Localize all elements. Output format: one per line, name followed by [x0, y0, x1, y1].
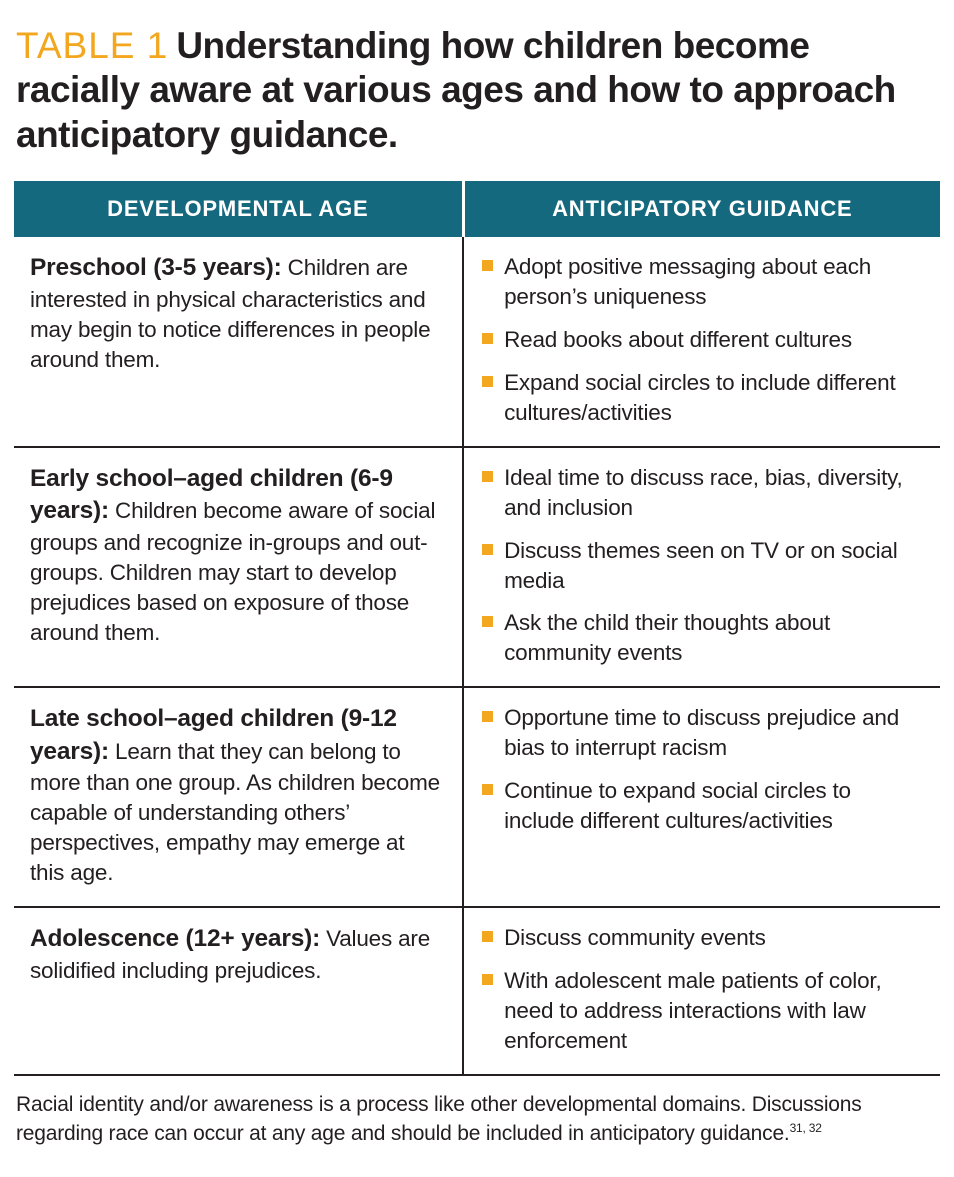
column-header-developmental-age: DEVELOPMENTAL AGE [14, 181, 463, 237]
bullet-square-icon [482, 784, 493, 795]
age-heading: Late school–aged children (9-12 years): [30, 705, 397, 765]
guidance-cell-early-school [463, 447, 940, 688]
guidance-text: Adopt positive messaging about each person’s uniqueness [504, 254, 872, 310]
guidance-item [480, 463, 922, 523]
bullet-square-icon [482, 711, 493, 722]
guidance-text: Ideal time to discuss race, bias, diversity, and inclusion [504, 464, 903, 520]
guidance-text: Expand social circles to include different cultures/activities [504, 369, 896, 425]
table-row-adolescence [14, 907, 940, 1075]
guidance-item [480, 608, 922, 668]
guidance-cell-late-school [463, 687, 940, 907]
guidance-item [480, 536, 922, 596]
bullet-square-icon [482, 974, 493, 985]
footnote-citation: 31, 32 [789, 1121, 822, 1136]
table-footnote [16, 1090, 938, 1149]
guidance-item [480, 923, 922, 953]
age-cell-adolescence [14, 907, 463, 1075]
age-description: Learn that they can belong to more than one group. As children become capable of understanding others’ perspectives, empathy may emerge at this age. [30, 738, 440, 886]
bullet-square-icon [482, 544, 493, 555]
guidance-cell-adolescence [463, 907, 940, 1075]
bullet-square-icon [482, 931, 493, 942]
guidance-text: Discuss community events [504, 925, 766, 951]
age-cell-early-school [14, 447, 463, 688]
age-heading: Early school–aged children (6-9 years): [30, 464, 393, 525]
guidance-text: Continue to expand social circles to include different cultures/activities [504, 778, 851, 834]
bullet-square-icon [482, 376, 493, 387]
table-row-preschool [14, 237, 940, 447]
column-header-anticipatory-guidance: ANTICIPATORY GUIDANCE [463, 181, 940, 237]
age-description: Children become aware of social groups and recognize in-groups and out-groups. Children may start to develop prejudices based on exposure of those around them. [30, 498, 436, 645]
age-description: Values are solidified including prejudices. [30, 926, 431, 983]
guidance-item [480, 252, 922, 312]
bullet-square-icon [482, 616, 493, 627]
guidance-text: Opportune time to discuss prejudice and bias to interrupt racism [504, 705, 900, 761]
age-heading: Preschool (3-5 years): [30, 254, 282, 282]
age-cell-late-school [14, 687, 463, 907]
age-cell-preschool [14, 237, 463, 447]
table-row-late-school [14, 687, 940, 907]
table-row-early-school [14, 447, 940, 688]
guidance-text: With adolescent male patients of color, need to address interactions with law enforcement [504, 968, 882, 1053]
table-number-label: TABLE 1 [16, 25, 169, 66]
footnote-text: Racial identity and/or awareness is a process like other developmental domains. Discussions regarding race can occur at any age and should be included in anticipatory guidance. [16, 1092, 862, 1146]
guidance-text: Discuss themes seen on TV or on social media [504, 537, 898, 593]
bullet-square-icon [482, 333, 493, 344]
figure-title [16, 24, 936, 157]
guidance-item [480, 776, 922, 836]
developmental-guidance-table [14, 181, 940, 1076]
figure-title-text: Understanding how children become racially aware at various ages and how to approach anticipatory guidance. [16, 25, 896, 155]
bullet-square-icon [482, 471, 493, 482]
table-header-row [14, 181, 940, 237]
guidance-item [480, 325, 922, 355]
guidance-text: Ask the child their thoughts about community events [504, 610, 831, 666]
guidance-item [480, 703, 922, 763]
guidance-text: Read books about different cultures [504, 327, 852, 353]
age-heading: Adolescence (12+ years): [30, 925, 321, 953]
bullet-square-icon [482, 260, 493, 271]
guidance-cell-preschool [463, 237, 940, 447]
age-description: Children are interested in physical characteristics and may begin to notice differences in people around them. [30, 255, 431, 372]
guidance-item [480, 368, 922, 428]
guidance-item [480, 966, 922, 1056]
